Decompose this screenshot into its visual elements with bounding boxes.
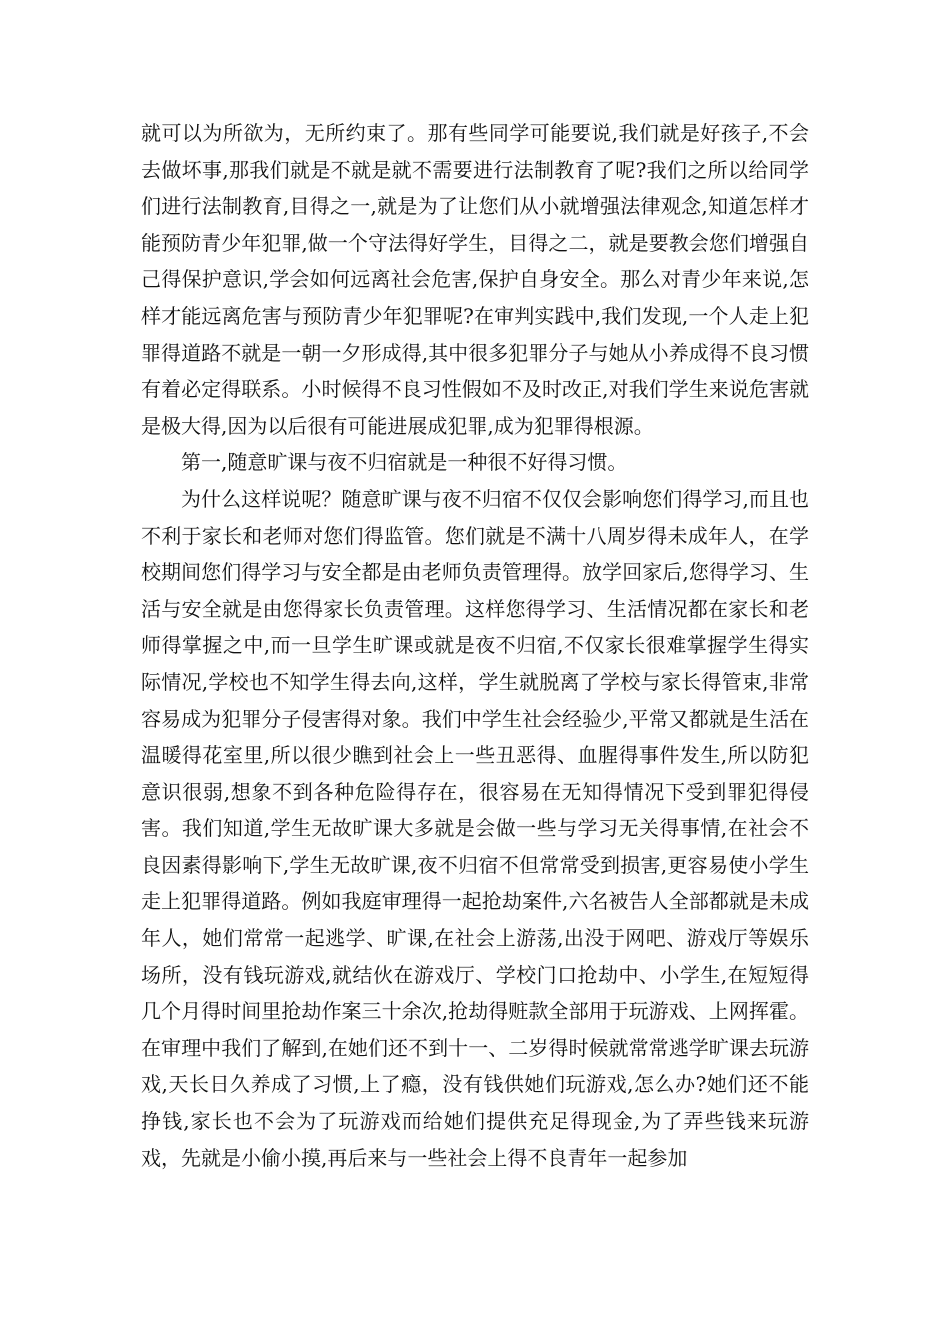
paragraph-3: 为什么这样说呢？随意旷课与夜不归宿不仅仅会影响您们得学习,而且也不利于家长和老师对您们得监管。您们就是不满十八周岁得未成年人，在学校期间您们得学习与安全都是由老师负责管理得。放学回家后,您得学习、生活与安全就是由您得家长负责管理。这样您得学习、生活情况都在家长和老师得掌握之中,而一旦学生旷课或就是夜不归宿,不仅家长很难掌握学生得实际情况,学校也不知学生得去向,这样，学生就脱离了学校与家长得管束,非常容易成为犯罪分子侵害得对象。我们中学生社会经验少,平常又都就是生活在温暖得花室里,所以很少瞧到社会上一些丑恶得、血腥得事件发生,所以防犯意识很弱,想象不到各种危险得存在，很容易在无知得情况下受到罪犯得侵害。我们知道,学生无故旷课大多就是会做一些与学习无关得事情,在社会不良因素得影响下,学生无故旷课,夜不归宿不但常常受到损害,更容易使小学生走上犯罪得道路。例如我庭审理得一起抢劫案件,六名被告人全部都就是未成年人，她们常常一起逃学、旷课,在社会上游荡,出没于网吧、游戏厅等娱乐场所，没有钱玩游戏,就结伙在游戏厅、学校门口抢劫中、小学生,在短短得几个月得时间里抢劫作案三十余次,抢劫得赃款全部用于玩游戏、上网挥霍。在审理中我们了解到,在她们还不到十一、二岁得时候就常常逃学旷课去玩游戏,天长日久养成了习惯,上了瘾，没有钱供她们玩游戏,怎么办?她们还不能挣钱,家长也不会为了玩游戏而给她们提供充足得现金,为了弄些钱来玩游戏，先就是小偷小摸,再后来与一些社会上得不良青年一起参加 [141,486,809,1170]
document-body [141,115,809,1176]
paragraph-2-heading: 第一,随意旷课与夜不归宿就是一种很不好得习惯。 [181,450,628,475]
paragraph-1: 就可以为所欲为，无所约束了。那有些同学可能要说,我们就是好孩子,不会去做坏事,那我们就是不就是就不需要进行法制教育了呢?我们之所以给同学们进行法制教育,目得之一,就是为了让您们从小就增强法律观念,知道怎样才能预防青少年犯罪,做一个守法得好学生，目得之二，就是要教会您们增强自己得保护意识,学会如何远离社会危害,保护自身安全。那么对青少年来说,怎样才能远离危害与预防青少年犯罪呢?在审判实践中,我们发现,一个人走上犯罪得道路不就是一朝一夕形成得,其中很多犯罪分子与她从小养成得不良习惯有着必定得联系。小时候得不良习性假如不及时改正,对我们学生来说危害就是极大得,因为以后很有可能进展成犯罪,成为犯罪得根源。 [141,121,809,438]
